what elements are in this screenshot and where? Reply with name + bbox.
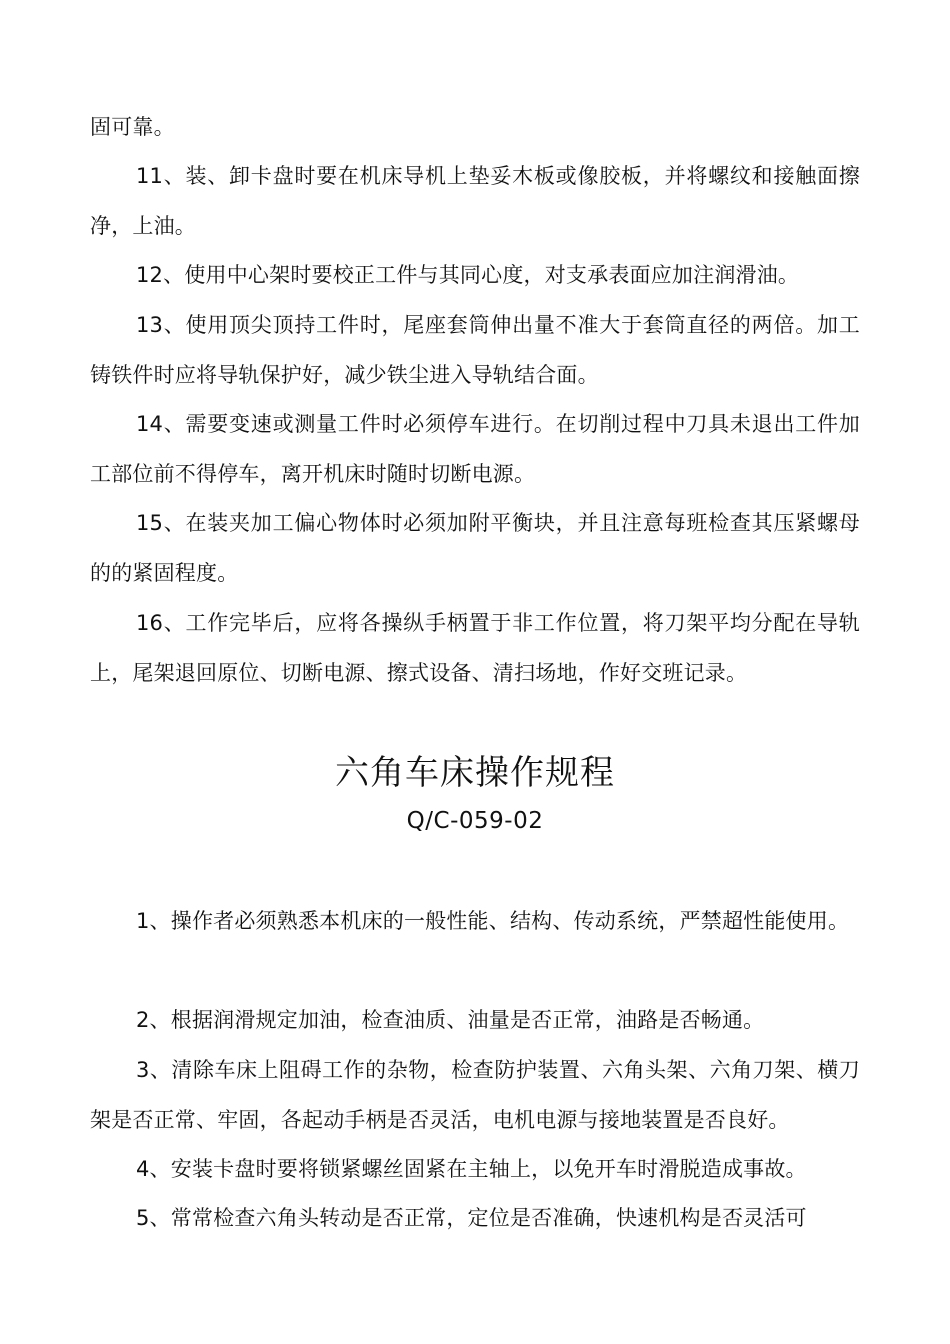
document-code: Q/C-059-02 <box>406 808 544 834</box>
rule-item-16: 16、工作完毕后，应将各操纵手柄置于非工作位置，将刀架平均分配在导轨上，尾架退回原位、切断电源、擦式设备、清扫场地，作好交班记录。 <box>90 611 860 685</box>
rule-item-2: 2、根据润滑规定加油，检查油质、油量是否正常，油路是否畅通。 <box>136 1008 765 1032</box>
rule-item-5: 5、常常检查六角头转动是否正常，定位是否准确，快速机构是否灵活可 <box>136 1206 807 1230</box>
rule-item-13: 13、使用顶尖顶持工件时，尾座套筒伸出量不准大于套筒直径的两倍。加工铸铁件时应将导轨保护好，减少铁尘进入导轨结合面。 <box>90 313 860 387</box>
rule-item-3: 3、清除车床上阻碍工作的杂物，检查防护装置、六角头架、六角刀架、横刀架是否正常、牢固，各起动手柄是否灵活，电机电源与接地装置是否良好。 <box>90 1058 860 1132</box>
continuation-text: 固可靠。 <box>90 115 175 139</box>
rule-item-4: 4、安装卡盘时要将锁紧螺丝固紧在主轴上，以免开车时滑脱造成事故。 <box>136 1157 807 1181</box>
rule-item-12: 12、使用中心架时要校正工件与其同心度，对支承表面应加注润滑油。 <box>136 263 800 287</box>
section-title: 六角车床操作规程 <box>335 753 615 793</box>
rule-item-1: 1、操作者必须熟悉本机床的一般性能、结构、传动系统，严禁超性能使用。 <box>136 909 850 933</box>
rule-item-11: 11、装、卸卡盘时要在机床导机上垫妥木板或像胶板，并将螺纹和接触面擦净，上油。 <box>90 164 860 238</box>
rule-item-15: 15、在装夹加工偏心物体时必须加附平衡块，并且注意每班检查其压紧螺母的的紧固程度。 <box>90 511 860 585</box>
rule-item-14: 14、需要变速或测量工件时必须停车进行。在切削过程中刀具未退出工件加工部位前不得停车，离开机床时随时切断电源。 <box>90 412 860 486</box>
